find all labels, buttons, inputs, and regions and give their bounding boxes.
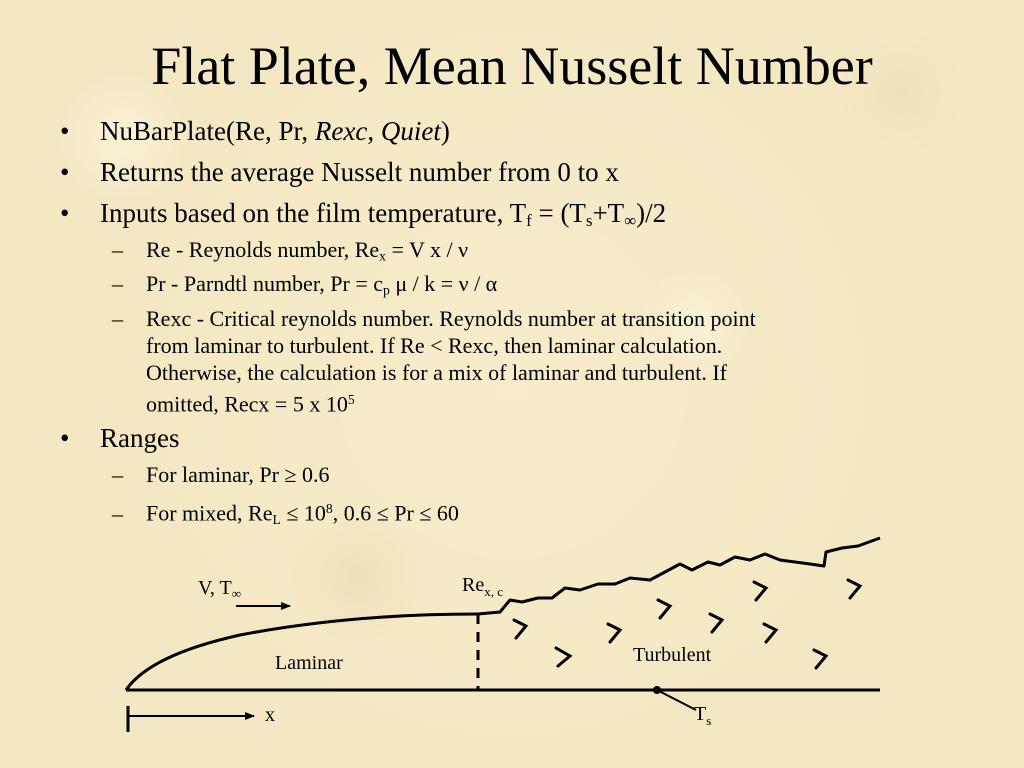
eddy-mark [710, 614, 722, 632]
bullet-dot: • [60, 116, 70, 146]
rexc-line-1: Rexc - Critical reynolds number. Reynolds number at transition point [146, 306, 756, 331]
ts-label: $T_s$ [694, 703, 712, 728]
func-signature: NuBarPlate(Re, Pr, [100, 116, 315, 146]
rexc-line-4: omitted, Recx = 5 x 10 [146, 391, 348, 417]
bullet-dot: • [60, 157, 70, 187]
mixed-mid: ≤ 10 [280, 500, 326, 526]
re-rest: = V x / ν [385, 237, 469, 262]
eddy-mark [848, 580, 860, 598]
re-text: Re - Reynolds number, Re [146, 237, 380, 262]
sub-f: f [526, 211, 532, 231]
dash-mark: – [112, 500, 123, 526]
turbulent-label: Turbulent [633, 644, 712, 666]
arg-quiet: Quiet [380, 116, 441, 146]
func-close: ) [440, 116, 450, 146]
slide-title: Flat Plate, Mean Nusselt Number [151, 36, 873, 96]
eddy-mark [814, 650, 826, 668]
bullet-dot: • [60, 198, 70, 228]
inputs-text: Inputs based on the film temperature, T [100, 198, 527, 228]
laminar-label: Laminar [275, 652, 343, 674]
eddy-mark [608, 624, 620, 642]
sub-l: L [272, 511, 281, 527]
mixed-text: For mixed, Re [146, 500, 273, 526]
sub-x: x [379, 248, 386, 264]
pr-rest: μ / k = ν / α [389, 271, 498, 296]
dash-mark: – [112, 237, 123, 262]
inputs-end: )/2 [636, 198, 667, 228]
eddy-mark [556, 648, 570, 666]
x-label: x [265, 704, 275, 726]
mixed-rest: , 0.6 ≤ Pr ≤ 60 [332, 500, 459, 526]
arg-separator: , [367, 116, 381, 146]
rexc-label: $Re_{x, c}$ [462, 574, 503, 599]
eddy-mark [764, 624, 776, 642]
rexc-line-2: from laminar to turbulent. If Re < Rexc, then laminar calculation. [146, 333, 723, 358]
dash-mark: – [112, 306, 123, 331]
sub-p: p [383, 282, 390, 298]
pr-text: Pr - Parndtl number, Pr = c [146, 271, 383, 296]
flow-label: V, $T_\infty$ [198, 577, 242, 601]
arg-rexc: Rexc [314, 116, 368, 146]
eddy-mark [514, 620, 526, 638]
sub-inf: ∞ [624, 211, 637, 231]
eddy-mark [658, 600, 670, 618]
sub-s: s [585, 211, 593, 231]
rexc-line-3: Otherwise, the calculation is for a mix of laminar and turbulent. If [146, 360, 727, 385]
bullet-dot: • [60, 423, 70, 453]
inputs-plus: +T [592, 198, 625, 228]
sup-8: 8 [325, 501, 333, 516]
sup-5: 5 [347, 392, 355, 407]
inputs-mid: = (T [531, 198, 586, 228]
laminar-range-text: For laminar, Pr ≥ 0.6 [146, 462, 330, 487]
dash-mark: – [112, 462, 123, 487]
ts-leader-line [657, 690, 696, 710]
ranges-text: Ranges [100, 423, 180, 453]
turbulent-boundary-edge [478, 538, 880, 614]
dash-mark: – [112, 271, 123, 296]
returns-text: Returns the average Nusselt number from 0 to x [100, 157, 619, 187]
eddy-mark [754, 582, 766, 600]
